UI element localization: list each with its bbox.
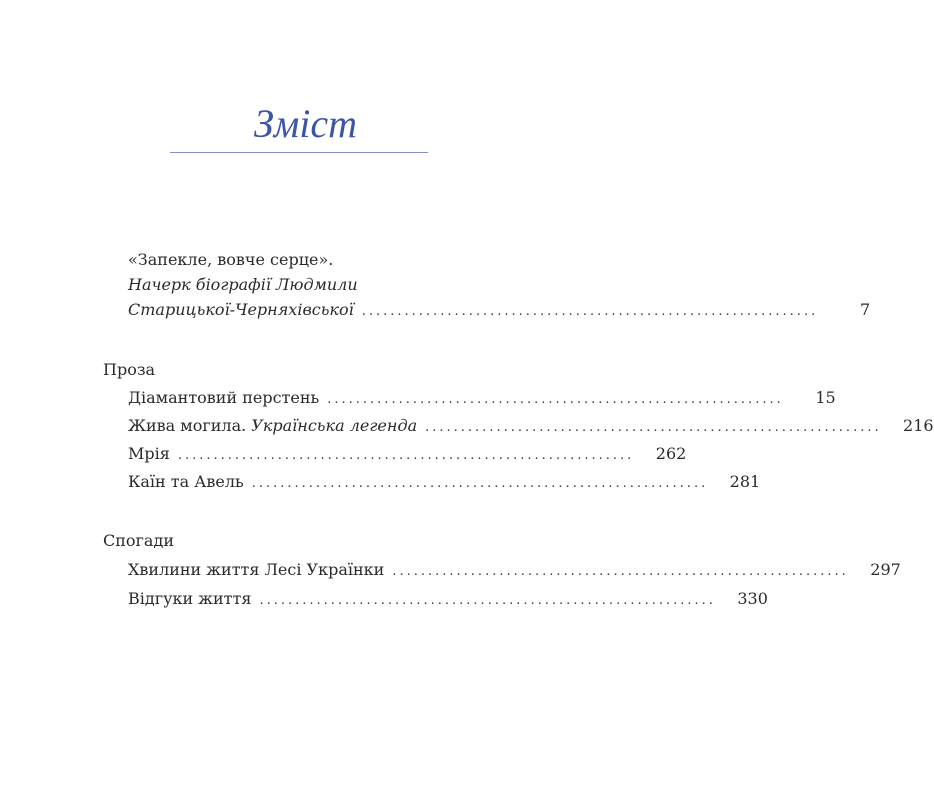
intro-subtitle-line [128, 275, 488, 295]
section-heading-memoirs: Спогади [103, 531, 174, 550]
entry-title: Діамантовий перстень [128, 388, 320, 407]
leader-dots: ................................................................ [392, 564, 849, 579]
toc-entry[interactable] [128, 472, 761, 494]
leader-dots: ................................................................ [425, 420, 882, 435]
page-number: 262 [655, 444, 687, 463]
toc-entry[interactable] [128, 388, 836, 410]
entry-title-wrap [128, 416, 417, 436]
leader-dots: ................................................................ [251, 476, 709, 491]
entry-title: Відгуки життя [128, 589, 252, 608]
leader-dots: ................................................................ [327, 392, 784, 407]
leader-dots: ................................................................ [177, 448, 635, 463]
page-number: 281 [729, 472, 761, 491]
page-number: 216 [903, 416, 934, 435]
toc-entry[interactable] [128, 589, 768, 611]
title-divider [170, 152, 428, 153]
toc-entry[interactable] [128, 416, 934, 438]
page-title: Зміст [253, 101, 358, 146]
entry-subtitle: Українська легенда [251, 416, 418, 435]
intro-title-line: «Запекле, вовче серце». [128, 250, 334, 269]
intro-subtitle-line-2: Старицької-Черняхівської [128, 300, 354, 319]
entry-title: Мрія [128, 444, 170, 463]
page-number: 297 [870, 560, 901, 579]
page-number: 15 [815, 388, 836, 407]
entry-title: Каїн та Авель [128, 472, 244, 491]
toc-entry-intro[interactable] [128, 300, 871, 322]
leader-dots: ................................................................ [259, 593, 716, 608]
toc-entry[interactable] [128, 444, 687, 466]
toc-entry[interactable] [128, 560, 901, 582]
entry-title: Жива могила. [128, 416, 247, 435]
page-number: 330 [737, 589, 768, 608]
page-number: 7 [860, 300, 871, 319]
leader-dots: ................................................................ [361, 304, 819, 319]
intro-subtitle-text: Начерк біографії Людмили [128, 275, 358, 294]
entry-title: Хвилини життя Лесі Українки [128, 560, 385, 579]
section-heading-prose: Проза [103, 360, 156, 379]
